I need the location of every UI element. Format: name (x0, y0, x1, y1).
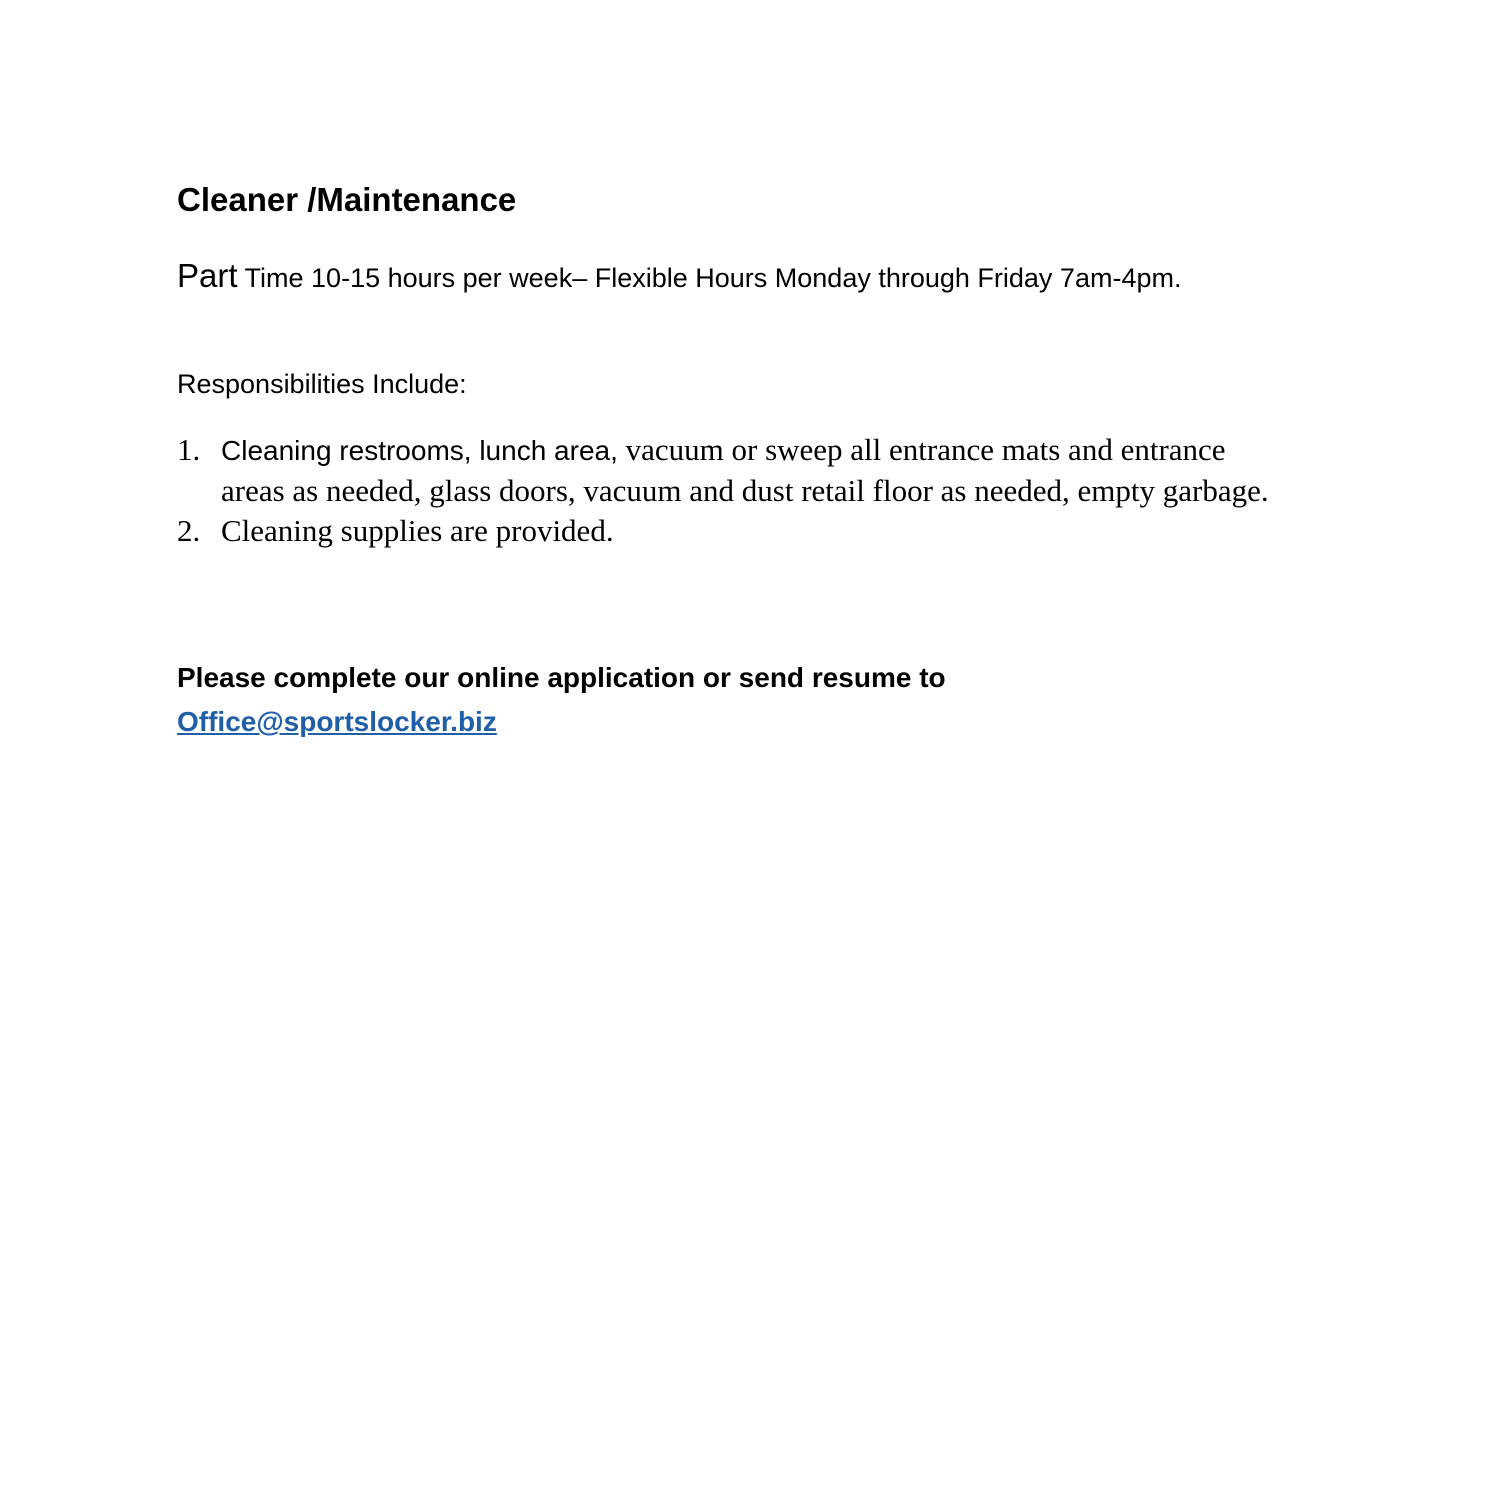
list-item-number: 1. (177, 432, 201, 467)
hours-description (177, 252, 1287, 302)
hours-lead-word: Part (177, 257, 238, 294)
list-item (177, 430, 1292, 511)
job-title: Cleaner /Maintenance (177, 181, 517, 218)
list-item-text: vacuum or sweep all entrance mats and entrance areas as needed, glass doors, vacuum and dust retail floor as needed, empty garbage. (221, 432, 1269, 508)
email-link[interactable]: Office@sportslocker.biz (177, 706, 497, 737)
apply-text: Please complete our online application or send resume to (177, 662, 946, 693)
hours-detail: Time 10-15 hours per week– Flexible Hours Monday through Friday 7am-4pm. (237, 263, 1182, 293)
list-item (177, 511, 1292, 551)
list-item-lead: Cleaning restrooms, lunch area, (221, 435, 618, 466)
responsibilities-list (177, 430, 1292, 551)
list-item-text: Cleaning supplies are provided. (221, 513, 614, 548)
responsibilities-heading: Responsibilities Include: (177, 369, 467, 399)
apply-instructions (177, 656, 946, 744)
list-item-number: 2. (177, 513, 201, 548)
